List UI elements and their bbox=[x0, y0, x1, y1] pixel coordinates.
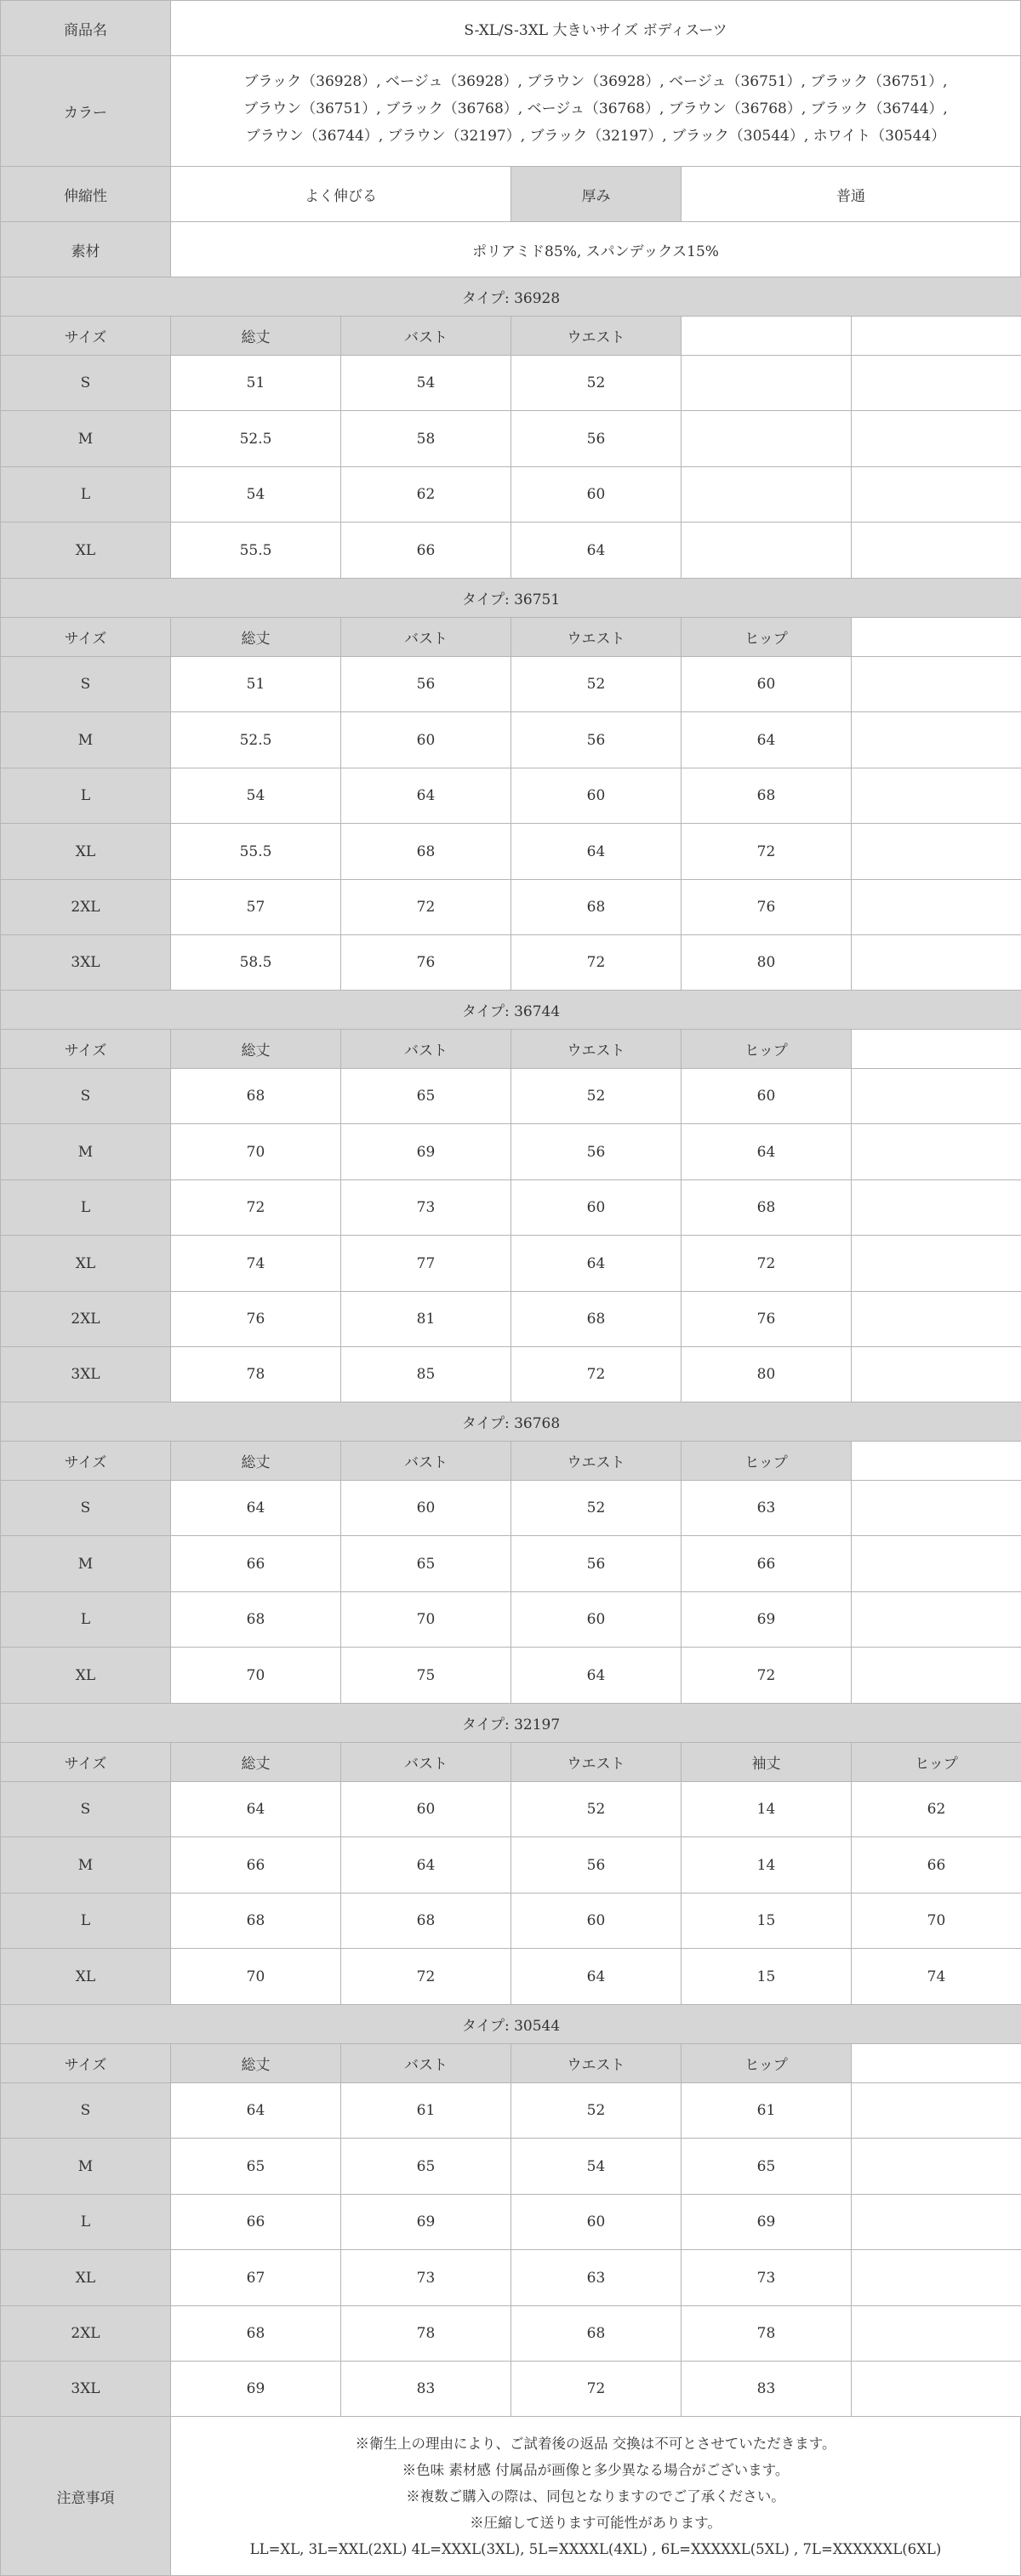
size-label: L bbox=[0, 1179, 171, 1236]
measurement-cell: 68 bbox=[510, 1291, 682, 1347]
measurement-cell: 69 bbox=[340, 2194, 511, 2250]
measurement-cell: 64 bbox=[510, 823, 682, 880]
measurement-cell: 15 bbox=[681, 1948, 852, 2005]
product-name-label: 商品名 bbox=[0, 0, 171, 56]
size-label: L bbox=[0, 1893, 171, 1949]
measurement-cell bbox=[851, 2138, 1021, 2195]
column-header: ウエスト bbox=[510, 316, 682, 356]
measurement-cell: 67 bbox=[170, 2249, 341, 2306]
measurement-cell: 72 bbox=[681, 1235, 852, 1292]
column-header: ウエスト bbox=[510, 1441, 682, 1481]
measurement-cell: 65 bbox=[170, 2138, 341, 2195]
measurement-cell: 52.5 bbox=[170, 711, 341, 768]
section-title: タイプ: 30544 bbox=[0, 2004, 1021, 2044]
measurement-cell: 15 bbox=[681, 1893, 852, 1949]
column-header: 総丈 bbox=[170, 1441, 341, 1481]
measurement-cell: 54 bbox=[170, 768, 341, 824]
size-label: 2XL bbox=[0, 2305, 171, 2362]
column-header bbox=[851, 316, 1021, 356]
measurement-cell: 68 bbox=[340, 1893, 511, 1949]
measurement-cell: 70 bbox=[170, 1948, 341, 2005]
measurement-cell bbox=[851, 2305, 1021, 2362]
measurement-cell: 69 bbox=[340, 1123, 511, 1180]
measurement-cell: 68 bbox=[681, 768, 852, 824]
measurement-cell bbox=[851, 2361, 1021, 2417]
size-label: XL bbox=[0, 1235, 171, 1292]
column-header: サイズ bbox=[0, 1029, 171, 1069]
measurement-cell: 74 bbox=[170, 1235, 341, 1292]
color-label: カラー bbox=[0, 55, 171, 167]
measurement-cell: 65 bbox=[340, 1068, 511, 1124]
section-title: タイプ: 36768 bbox=[0, 1402, 1021, 1442]
section-title: タイプ: 36744 bbox=[0, 990, 1021, 1030]
note-line: ※圧縮して送ります可能性があります。 bbox=[470, 2515, 722, 2531]
measurement-cell: 56 bbox=[510, 1836, 682, 1893]
measurement-cell bbox=[681, 355, 852, 411]
measurement-cell: 65 bbox=[340, 2138, 511, 2195]
column-header: ウエスト bbox=[510, 1742, 682, 1782]
measurement-cell: 76 bbox=[340, 934, 511, 991]
measurement-cell: 78 bbox=[681, 2305, 852, 2362]
measurement-cell: 51 bbox=[170, 355, 341, 411]
color-list bbox=[170, 55, 1021, 167]
measurement-cell: 68 bbox=[170, 2305, 341, 2362]
measurement-cell: 66 bbox=[170, 1836, 341, 1893]
size-label: S bbox=[0, 355, 171, 411]
measurement-cell bbox=[851, 1123, 1021, 1180]
measurement-cell: 80 bbox=[681, 934, 852, 991]
measurement-cell: 76 bbox=[681, 879, 852, 935]
measurement-cell: 55.5 bbox=[170, 823, 341, 880]
stretch-value: よく伸びる bbox=[170, 166, 511, 222]
measurement-cell: 14 bbox=[681, 1781, 852, 1837]
size-label: S bbox=[0, 2082, 171, 2139]
measurement-cell: 85 bbox=[340, 1346, 511, 1402]
measurement-cell: 52.5 bbox=[170, 410, 341, 467]
measurement-cell bbox=[851, 656, 1021, 712]
thickness-label: 厚み bbox=[510, 166, 682, 222]
measurement-cell: 60 bbox=[681, 1068, 852, 1124]
note-line: ※衛生上の理由により、ご試着後の返品 交換は不可とさせていただきます。 bbox=[355, 2436, 836, 2452]
measurement-cell: 63 bbox=[681, 1480, 852, 1536]
size-label: L bbox=[0, 768, 171, 824]
measurement-cell: 65 bbox=[340, 1535, 511, 1592]
measurement-cell: 63 bbox=[510, 2249, 682, 2306]
measurement-cell: 68 bbox=[340, 823, 511, 880]
measurement-cell bbox=[851, 1647, 1021, 1704]
measurement-cell: 70 bbox=[170, 1123, 341, 1180]
measurement-cell: 72 bbox=[681, 1647, 852, 1704]
measurement-cell bbox=[851, 2194, 1021, 2250]
note-line: LL=XL, 3L=XXL(2XL) 4L=XXXL(3XL), 5L=XXXXL(4XL) , 6L=XXXXXL(5XL) , 7L=XXXXXXL(6XL) bbox=[249, 2541, 942, 2557]
measurement-cell: 58.5 bbox=[170, 934, 341, 991]
measurement-cell: 52 bbox=[510, 355, 682, 411]
measurement-cell: 83 bbox=[681, 2361, 852, 2417]
measurement-cell: 64 bbox=[170, 1781, 341, 1837]
measurement-cell: 52 bbox=[510, 1480, 682, 1536]
size-label: 2XL bbox=[0, 879, 171, 935]
measurement-cell: 62 bbox=[340, 466, 511, 523]
measurement-cell: 72 bbox=[510, 1346, 682, 1402]
measurement-cell: 54 bbox=[340, 355, 511, 411]
measurement-cell: 76 bbox=[170, 1291, 341, 1347]
measurement-cell bbox=[851, 355, 1021, 411]
material-label: 素材 bbox=[0, 221, 171, 277]
size-label: S bbox=[0, 1781, 171, 1837]
measurement-cell bbox=[851, 1346, 1021, 1402]
column-header: 総丈 bbox=[170, 1029, 341, 1069]
measurement-cell: 68 bbox=[510, 2305, 682, 2362]
product-name-value: S-XL/S-3XL 大きいサイズ ボディスーツ bbox=[170, 0, 1021, 56]
measurement-cell: 64 bbox=[340, 768, 511, 824]
measurement-cell: 56 bbox=[510, 711, 682, 768]
measurement-cell: 60 bbox=[510, 768, 682, 824]
size-label: M bbox=[0, 410, 171, 467]
measurement-cell: 54 bbox=[510, 2138, 682, 2195]
measurement-cell bbox=[851, 1291, 1021, 1347]
column-header: バスト bbox=[340, 617, 511, 657]
measurement-cell: 65 bbox=[681, 2138, 852, 2195]
column-header: 総丈 bbox=[170, 2043, 341, 2083]
measurement-cell: 60 bbox=[510, 2194, 682, 2250]
measurement-cell: 61 bbox=[340, 2082, 511, 2139]
column-header: サイズ bbox=[0, 1441, 171, 1481]
size-label: M bbox=[0, 1123, 171, 1180]
measurement-cell bbox=[851, 466, 1021, 523]
size-label: L bbox=[0, 2194, 171, 2250]
measurement-cell: 64 bbox=[510, 522, 682, 579]
size-label: M bbox=[0, 1535, 171, 1592]
measurement-cell: 56 bbox=[510, 1535, 682, 1592]
measurement-cell: 56 bbox=[340, 656, 511, 712]
measurement-cell: 75 bbox=[340, 1647, 511, 1704]
measurement-cell bbox=[851, 1591, 1021, 1648]
measurement-cell: 62 bbox=[851, 1781, 1021, 1837]
measurement-cell bbox=[851, 2249, 1021, 2306]
column-header: 総丈 bbox=[170, 316, 341, 356]
measurement-cell: 61 bbox=[681, 2082, 852, 2139]
column-header: サイズ bbox=[0, 316, 171, 356]
measurement-cell: 68 bbox=[681, 1179, 852, 1236]
column-header bbox=[681, 316, 852, 356]
column-header: バスト bbox=[340, 1441, 511, 1481]
measurement-cell: 66 bbox=[170, 1535, 341, 1592]
measurement-cell: 69 bbox=[170, 2361, 341, 2417]
column-header: バスト bbox=[340, 316, 511, 356]
measurement-cell bbox=[851, 879, 1021, 935]
measurement-cell: 66 bbox=[681, 1535, 852, 1592]
measurement-cell bbox=[851, 1235, 1021, 1292]
size-label: 2XL bbox=[0, 1291, 171, 1347]
measurement-cell bbox=[681, 410, 852, 467]
measurement-cell: 73 bbox=[340, 1179, 511, 1236]
size-label: 3XL bbox=[0, 1346, 171, 1402]
color-line: ブラウン（36744）, ブラウン（32197）, ブラック（32197）, ブラック（30544）, ホワイト（30544） bbox=[245, 128, 946, 145]
measurement-cell: 70 bbox=[170, 1647, 341, 1704]
measurement-cell: 70 bbox=[851, 1893, 1021, 1949]
measurement-cell: 66 bbox=[340, 522, 511, 579]
size-label: M bbox=[0, 711, 171, 768]
note-line: ※色味 素材感 付属品が画像と多少異なる場合がございます。 bbox=[402, 2462, 790, 2478]
measurement-cell: 14 bbox=[681, 1836, 852, 1893]
column-header: サイズ bbox=[0, 617, 171, 657]
measurement-cell: 51 bbox=[170, 656, 341, 712]
column-header bbox=[851, 1441, 1021, 1481]
measurement-cell: 60 bbox=[340, 711, 511, 768]
measurement-cell: 72 bbox=[681, 823, 852, 880]
measurement-cell: 80 bbox=[681, 1346, 852, 1402]
measurement-cell: 55.5 bbox=[170, 522, 341, 579]
measurement-cell: 60 bbox=[340, 1480, 511, 1536]
measurement-cell: 73 bbox=[681, 2249, 852, 2306]
measurement-cell bbox=[851, 410, 1021, 467]
column-header: ヒップ bbox=[681, 1029, 852, 1069]
section-title: タイプ: 36928 bbox=[0, 277, 1021, 317]
measurement-cell bbox=[851, 522, 1021, 579]
notes-label: 注意事項 bbox=[0, 2416, 171, 2576]
size-label: 3XL bbox=[0, 934, 171, 991]
column-header: バスト bbox=[340, 1742, 511, 1782]
column-header: ヒップ bbox=[681, 1441, 852, 1481]
measurement-cell: 69 bbox=[681, 1591, 852, 1648]
measurement-cell: 52 bbox=[510, 1781, 682, 1837]
column-header bbox=[851, 2043, 1021, 2083]
measurement-cell: 64 bbox=[170, 2082, 341, 2139]
measurement-cell bbox=[851, 1179, 1021, 1236]
size-label: L bbox=[0, 1591, 171, 1648]
size-label: M bbox=[0, 2138, 171, 2195]
measurement-cell: 70 bbox=[340, 1591, 511, 1648]
measurement-cell: 52 bbox=[510, 2082, 682, 2139]
measurement-cell: 83 bbox=[340, 2361, 511, 2417]
measurement-cell: 60 bbox=[510, 466, 682, 523]
size-label: S bbox=[0, 656, 171, 712]
size-label: S bbox=[0, 1480, 171, 1536]
measurement-cell: 68 bbox=[170, 1591, 341, 1648]
measurement-cell: 72 bbox=[170, 1179, 341, 1236]
measurement-cell: 78 bbox=[170, 1346, 341, 1402]
column-header: ヒップ bbox=[851, 1742, 1021, 1782]
section-title: タイプ: 36751 bbox=[0, 578, 1021, 618]
section-title: タイプ: 32197 bbox=[0, 1703, 1021, 1743]
measurement-cell: 54 bbox=[170, 466, 341, 523]
measurement-cell: 77 bbox=[340, 1235, 511, 1292]
column-header: ヒップ bbox=[681, 2043, 852, 2083]
measurement-cell bbox=[851, 1480, 1021, 1536]
measurement-cell: 60 bbox=[510, 1591, 682, 1648]
column-header: 総丈 bbox=[170, 1742, 341, 1782]
thickness-value: 普通 bbox=[681, 166, 1021, 222]
measurement-cell: 60 bbox=[510, 1893, 682, 1949]
measurement-cell: 64 bbox=[510, 1647, 682, 1704]
column-header: バスト bbox=[340, 1029, 511, 1069]
measurement-cell bbox=[851, 1535, 1021, 1592]
measurement-cell: 56 bbox=[510, 410, 682, 467]
column-header: ウエスト bbox=[510, 1029, 682, 1069]
size-label: L bbox=[0, 466, 171, 523]
measurement-cell: 68 bbox=[170, 1893, 341, 1949]
measurement-cell: 64 bbox=[170, 1480, 341, 1536]
measurement-cell: 64 bbox=[510, 1235, 682, 1292]
measurement-cell: 56 bbox=[510, 1123, 682, 1180]
measurement-cell: 66 bbox=[170, 2194, 341, 2250]
notes-body bbox=[170, 2416, 1021, 2576]
measurement-cell: 81 bbox=[340, 1291, 511, 1347]
column-header: ウエスト bbox=[510, 2043, 682, 2083]
measurement-cell: 74 bbox=[851, 1948, 1021, 2005]
measurement-cell bbox=[851, 2082, 1021, 2139]
column-header: ヒップ bbox=[681, 617, 852, 657]
measurement-cell: 58 bbox=[340, 410, 511, 467]
measurement-cell bbox=[851, 934, 1021, 991]
measurement-cell: 64 bbox=[681, 1123, 852, 1180]
measurement-cell bbox=[851, 768, 1021, 824]
measurement-cell: 76 bbox=[681, 1291, 852, 1347]
column-header bbox=[851, 1029, 1021, 1069]
column-header: サイズ bbox=[0, 1742, 171, 1782]
column-header: 袖丈 bbox=[681, 1742, 852, 1782]
measurement-cell: 72 bbox=[340, 1948, 511, 2005]
measurement-cell: 57 bbox=[170, 879, 341, 935]
measurement-cell: 68 bbox=[510, 879, 682, 935]
measurement-cell: 60 bbox=[340, 1781, 511, 1837]
measurement-cell: 72 bbox=[340, 879, 511, 935]
measurement-cell: 72 bbox=[510, 934, 682, 991]
size-label: M bbox=[0, 1836, 171, 1893]
column-header: バスト bbox=[340, 2043, 511, 2083]
measurement-cell bbox=[681, 522, 852, 579]
measurement-cell: 60 bbox=[510, 1179, 682, 1236]
column-header: ウエスト bbox=[510, 617, 682, 657]
color-line: ブラック（36928）, ベージュ（36928）, ブラウン（36928）, ベージュ（36751）, ブラック（36751）, bbox=[243, 73, 948, 90]
measurement-cell bbox=[851, 823, 1021, 880]
measurement-cell bbox=[851, 1068, 1021, 1124]
size-label: XL bbox=[0, 522, 171, 579]
column-header: 総丈 bbox=[170, 617, 341, 657]
size-label: XL bbox=[0, 1647, 171, 1704]
column-header bbox=[851, 617, 1021, 657]
measurement-cell: 52 bbox=[510, 656, 682, 712]
column-header: サイズ bbox=[0, 2043, 171, 2083]
measurement-cell bbox=[851, 711, 1021, 768]
measurement-cell: 60 bbox=[681, 656, 852, 712]
material-value: ポリアミド85%, スパンデックス15% bbox=[170, 221, 1021, 277]
measurement-cell: 68 bbox=[170, 1068, 341, 1124]
measurement-cell: 64 bbox=[510, 1948, 682, 2005]
measurement-cell: 66 bbox=[851, 1836, 1021, 1893]
measurement-cell: 78 bbox=[340, 2305, 511, 2362]
measurement-cell: 72 bbox=[510, 2361, 682, 2417]
size-label: 3XL bbox=[0, 2361, 171, 2417]
measurement-cell: 73 bbox=[340, 2249, 511, 2306]
size-label: XL bbox=[0, 2249, 171, 2306]
measurement-cell: 64 bbox=[340, 1836, 511, 1893]
measurement-cell: 64 bbox=[681, 711, 852, 768]
size-label: XL bbox=[0, 1948, 171, 2005]
size-label: XL bbox=[0, 823, 171, 880]
color-line: ブラウン（36751）, ブラック（36768）, ベージュ（36768）, ブラウン（36768）, ブラック（36744）, bbox=[243, 100, 948, 117]
measurement-cell: 52 bbox=[510, 1068, 682, 1124]
stretch-label: 伸縮性 bbox=[0, 166, 171, 222]
measurement-cell: 69 bbox=[681, 2194, 852, 2250]
note-line: ※複数ご購入の際は、同包となりますのでご了承ください。 bbox=[406, 2488, 785, 2505]
measurement-cell bbox=[681, 466, 852, 523]
size-label: S bbox=[0, 1068, 171, 1124]
